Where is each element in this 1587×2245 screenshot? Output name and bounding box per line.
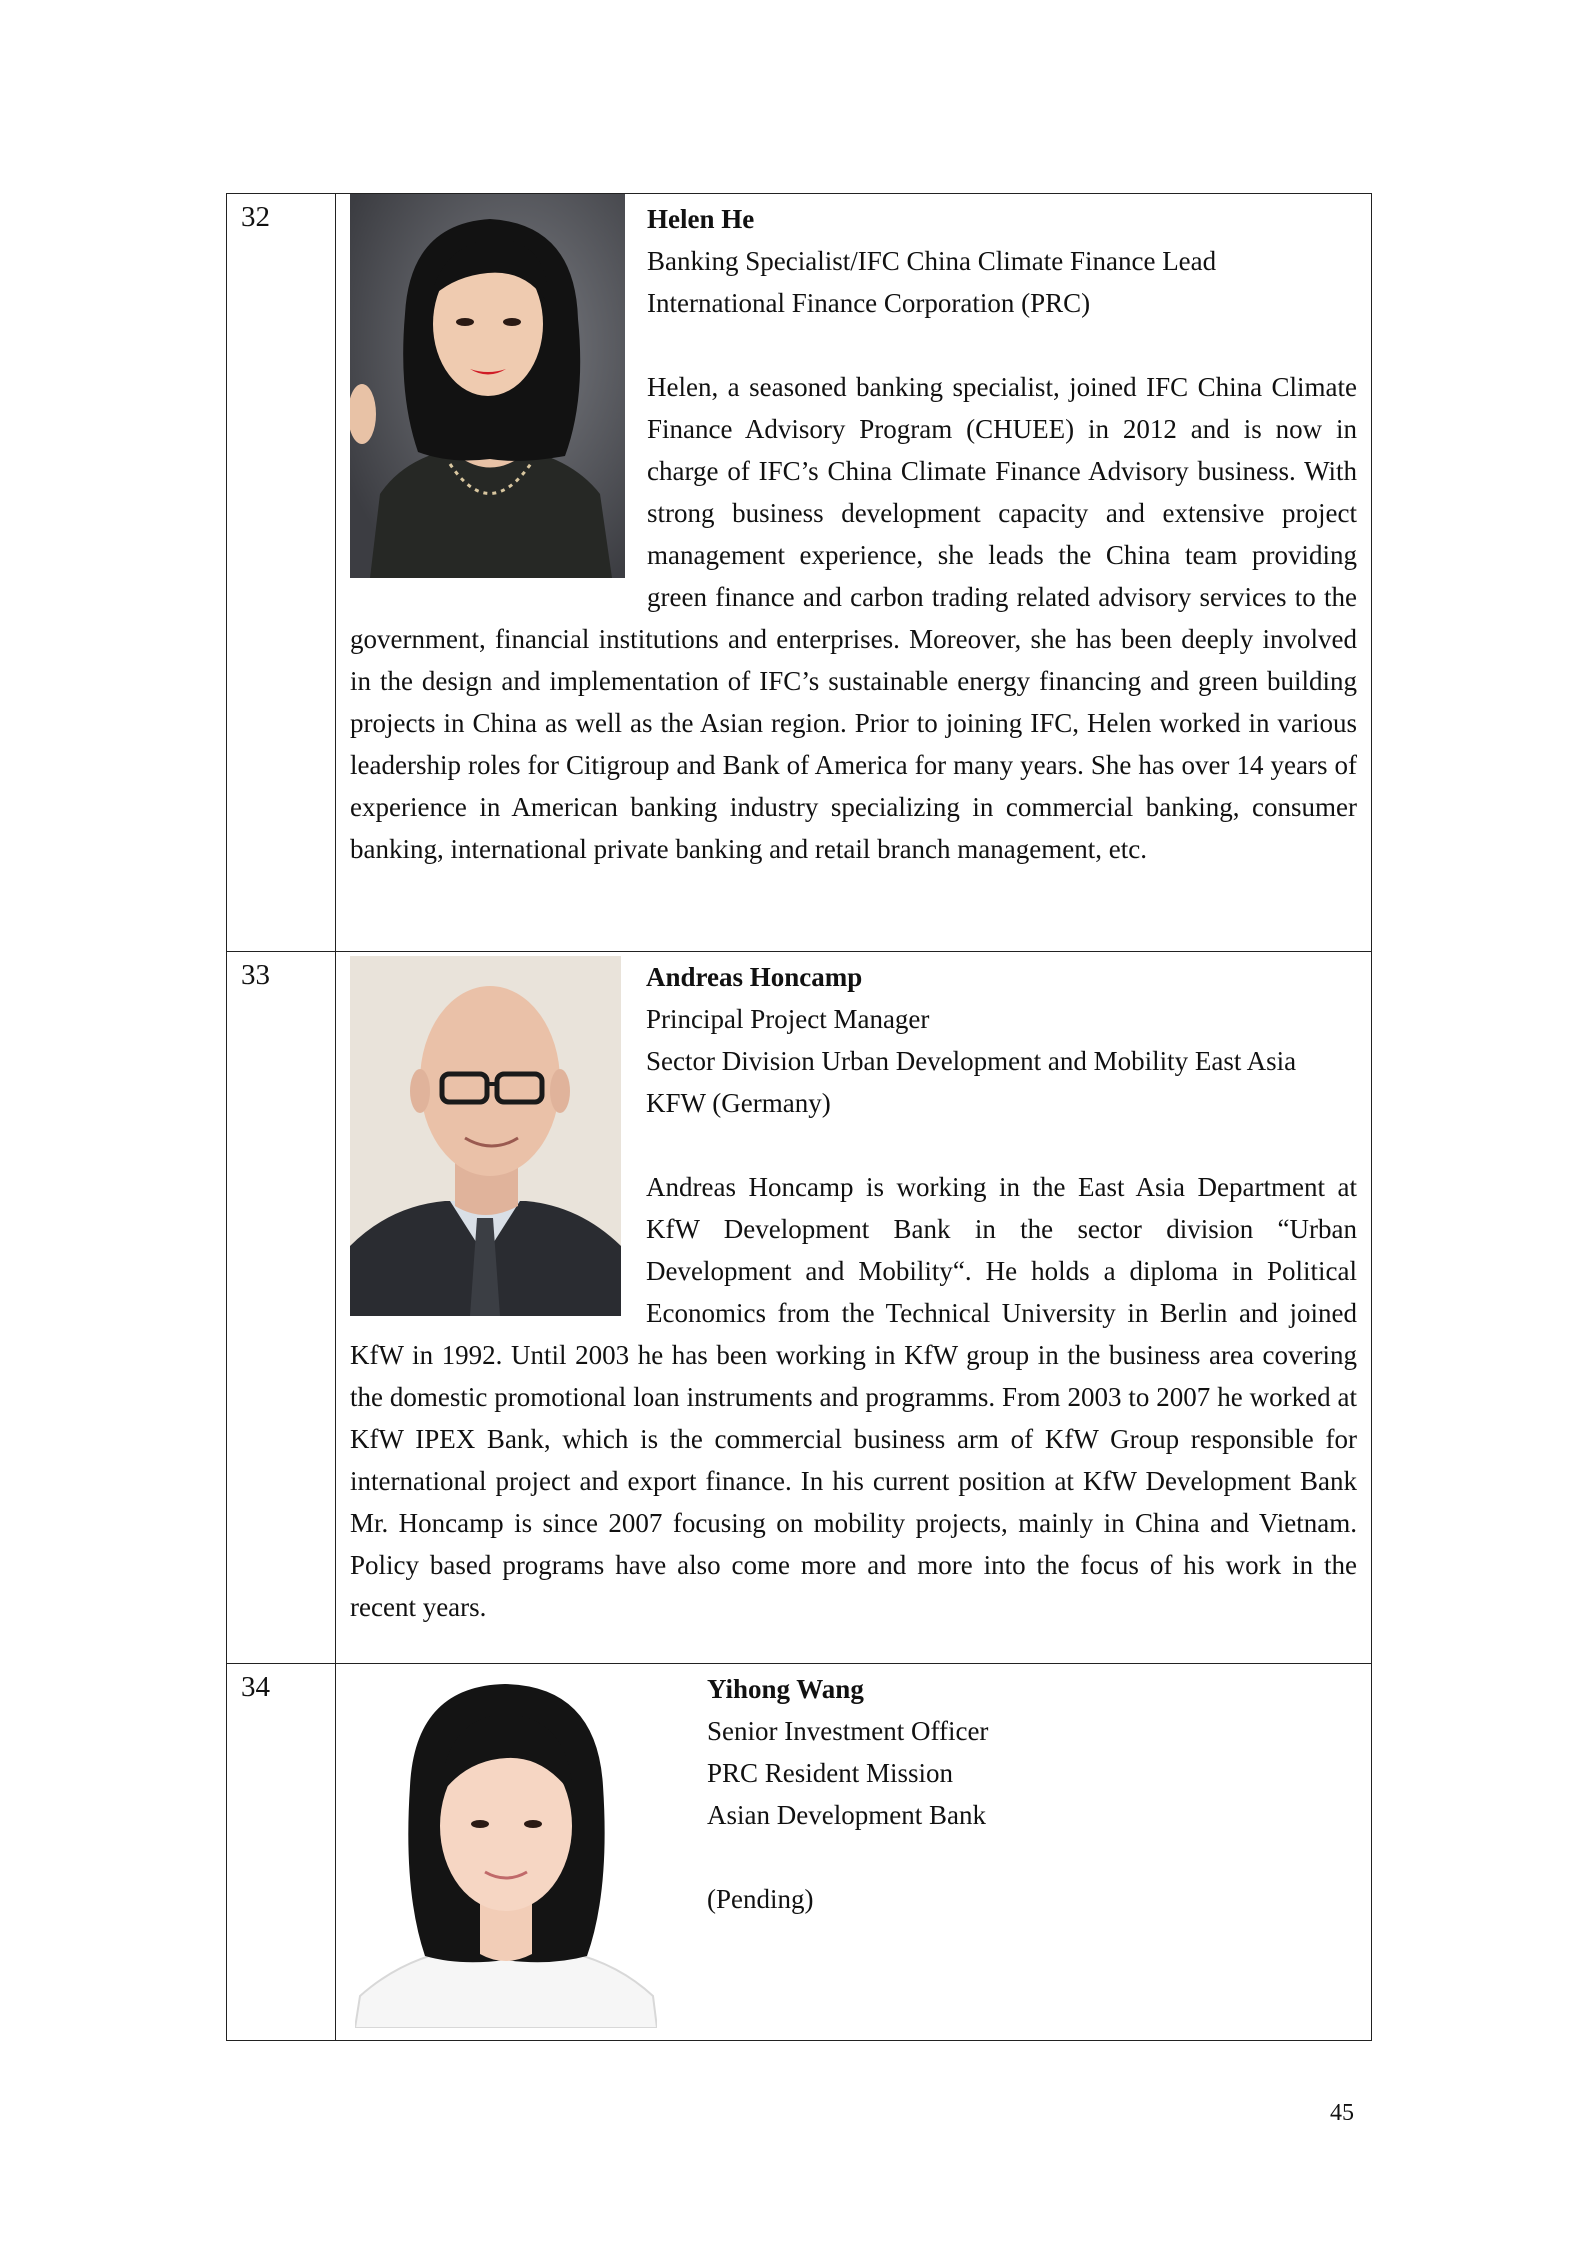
speaker-details bbox=[336, 194, 1371, 951]
speaker-division: PRC Resident Mission bbox=[707, 1758, 954, 1788]
speaker-bio: Helen, a seasoned banking specialist, joined IFC China Climate Finance Advisory Program (CHUEE) in 2012 and is now in charge of IFC’s China Climate Finance Advisory business. With strong business development capacity and extensive project management experience, she leads the China team providing green finance and carbon trading related advisory services to the government, financial institutions and enterprises. Moreover, she has been deeply involved in the design and implementation of IFC’s sustainable energy financing and green building projects in China as well as the Asian region. Prior to joining IFC, Helen worked in various leadership roles for Citigroup and Bank of America for many years. She has over 14 years of experience in American banking industry specializing in commercial banking, consumer banking, international private banking and retail branch management, etc. bbox=[350, 372, 1357, 864]
speaker-number: 33 bbox=[227, 952, 336, 1663]
speaker-photo-helen-he bbox=[350, 194, 625, 578]
speaker-organization: KFW (Germany) bbox=[646, 1088, 831, 1118]
speaker-row bbox=[227, 952, 1371, 1664]
speaker-photo-andreas-honcamp bbox=[350, 956, 621, 1316]
speaker-bio: Andreas Honcamp is working in the East Asia Department at KfW Development Bank in the sector division “Urban Development and Mobility“. He holds a diploma in Political Economics from the Technical University in Berlin and joined KfW in 1992. Until 2003 he has been working in KfW group in the business area covering the domestic promotional loan instruments and programms. From 2003 to 2007 he worked at KfW IPEX Bank, which is the commercial business arm of KfW Group responsible for international project and export finance. In his current position at KfW Development Bank Mr. Honcamp is since 2007 focusing on mobility projects, mainly in China and Vietnam. Policy based programs have also come more and more into the focus of his work in the recent years. bbox=[350, 1172, 1357, 1622]
speaker-number: 34 bbox=[227, 1664, 336, 2040]
speaker-organization: International Finance Corporation (PRC) bbox=[647, 288, 1091, 318]
page-number: 45 bbox=[1330, 2100, 1354, 2126]
speaker-name: Helen He bbox=[647, 204, 755, 234]
speaker-name: Andreas Honcamp bbox=[646, 962, 863, 992]
speaker-division: Sector Division Urban Development and Mobility East Asia bbox=[646, 1046, 1297, 1076]
speaker-title-line: Banking Specialist/IFC China Climate Finance Lead bbox=[647, 246, 1217, 276]
speaker-organization: Asian Development Bank bbox=[707, 1800, 986, 1830]
speaker-row bbox=[227, 1664, 1371, 2040]
speaker-details bbox=[336, 1664, 1371, 2040]
speaker-row bbox=[227, 194, 1371, 952]
speaker-name: Yihong Wang bbox=[707, 1674, 864, 1704]
speaker-bio: (Pending) bbox=[707, 1884, 814, 1914]
speaker-details bbox=[336, 952, 1371, 1663]
speaker-photo-yihong-wang bbox=[355, 1676, 657, 2028]
speaker-title-line: Senior Investment Officer bbox=[707, 1716, 989, 1746]
speaker-title-line: Principal Project Manager bbox=[646, 1004, 930, 1034]
speaker-table bbox=[226, 193, 1372, 2041]
speaker-number: 32 bbox=[227, 194, 336, 951]
